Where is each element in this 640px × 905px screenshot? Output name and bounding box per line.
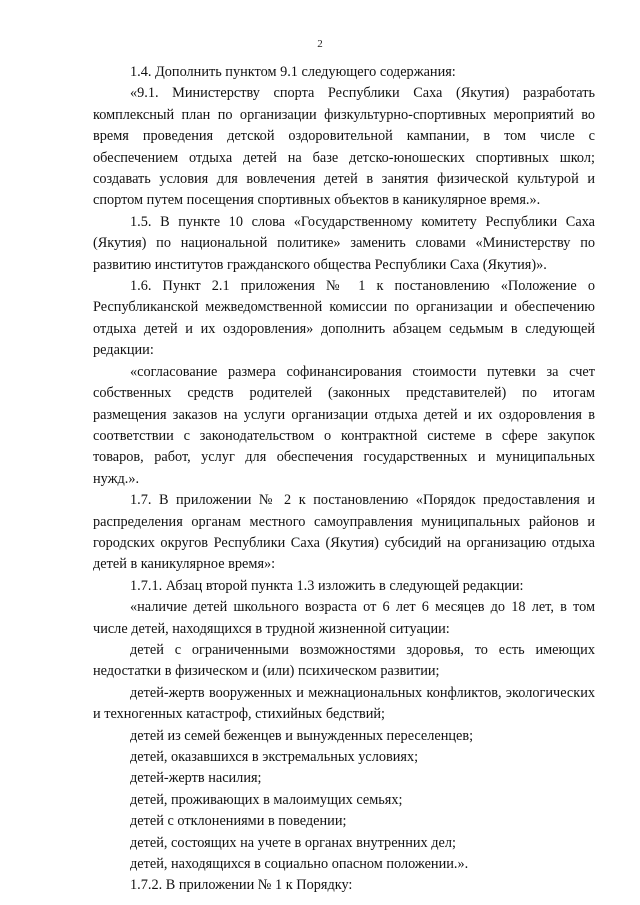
list-item-behavior: детей с отклонениями в поведении; (130, 813, 347, 830)
list-item-police-register: детей, состоящих на учете в органах внутренних дел; (130, 834, 456, 851)
paragraph-1-5: 1.5. В пункте 10 слова «Государственному комитету Республики Саха (Якутия) по национальной политике» заменить словами «Министерству по развитию институтов гражданского общества Республики Саха (Якутия)». (93, 213, 595, 273)
document-body (93, 62, 595, 897)
paragraph-1-6: 1.6. Пункт 2.1 приложения № 1 к постановлению «Положение о Республиканской межведомственной комиссии по организации и обеспечению отдыха детей и их оздоровления» дополнить абзацем седьмым в следующей редакции: (93, 278, 595, 359)
list-item-dangerous-situation: детей, находящихся в социально опасном положении.». (130, 856, 469, 873)
paragraph-1-7-1-quote: «наличие детей школьного возраста от 6 лет 6 месяцев до 18 лет, в том числе детей, находящихся в трудной жизненной ситуации: (93, 599, 595, 637)
paragraph-1-7-1: 1.7.1. Абзац второй пункта 1.3 изложить в следующей редакции: (130, 577, 524, 594)
list-item-conflict-victims: детей-жертв вооруженных и межнациональных конфликтов, экологических и техногенных катастроф, стихийных бедствий; (93, 684, 595, 723)
list-item-refugees: детей из семей беженцев и вынужденных переселенцев; (130, 727, 474, 744)
paragraph-1-7: 1.7. В приложении № 2 к постановлению «Порядок предоставления и распределения органам местного самоуправления муниципальных районов и городских округов Республики Саха (Якутия) субсидий на организацию отдыха детей в каникулярное время»: (93, 492, 595, 573)
list-item-violence-victims: детей-жертв насилия; (130, 770, 262, 787)
list-item-disabilities: детей с ограниченными возможностями здоровья, то есть имеющих недостатки в физическом и (или) психическом развитии; (93, 641, 595, 680)
paragraph-9-1-quote: «9.1. Министерству спорта Республики Саха (Якутия) разработать комплексный план по организации физкультурно-спортивных мероприятий во время проведения детской оздоровительной кампании, в том числе с обеспечением отдыха детей на базе детско-юношеских спортивных школ; создавать условия для вовлечения детей в занятия физической культурой и спортом путем посещения спортивных объектов в каникулярное время.». (93, 85, 595, 209)
list-item-low-income: детей, проживающих в малоимущих семьях; (130, 791, 403, 808)
paragraph-1-6-quote: «согласование размера софинансирования стоимости путевки за счет собственных средств родителей (законных представителей) по итогам размещения заказов на услуги организации отдыха детей и их оздоровления в соответствии с законодательством о контрактной системе в сфере закупок товаров, работ, услуг для обеспечения государственных и муниципальных нужд.». (93, 363, 595, 487)
page-number: 2 (317, 38, 323, 50)
paragraph-1-4: 1.4. Дополнить пунктом 9.1 следующего содержания: (130, 64, 456, 80)
paragraph-1-7-2: 1.7.2. В приложении № 1 к Порядку: (130, 877, 353, 894)
list-item-extreme-conditions: детей, оказавшихся в экстремальных условиях; (130, 749, 419, 765)
